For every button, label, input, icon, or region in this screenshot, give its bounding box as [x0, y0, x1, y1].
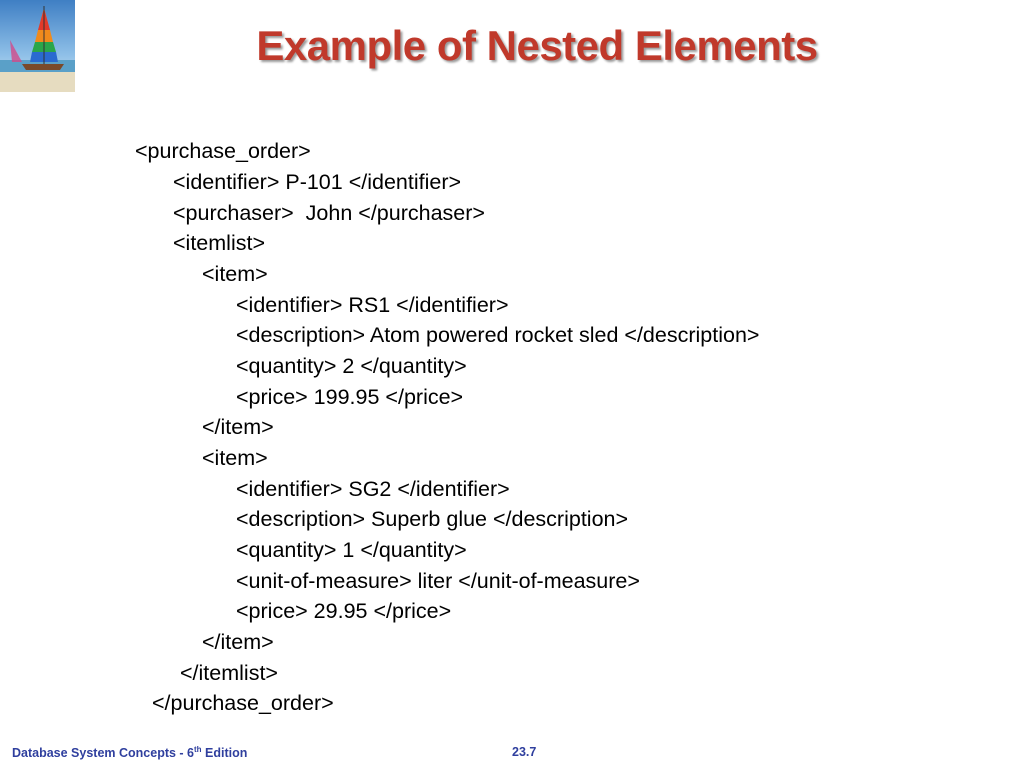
code-line: <item>: [202, 262, 268, 286]
code-line: <identifier> P-101 </identifier>: [173, 170, 462, 194]
slide-title: Example of Nested Elements: [256, 22, 818, 69]
footer-book-suffix: Edition: [201, 746, 248, 761]
footer-book-prefix: Database System Concepts - 6: [12, 746, 195, 761]
code-line: <unit-of-measure> liter </unit-of-measure>: [236, 569, 640, 593]
code-line: <price> 199.95 </price>: [236, 385, 464, 409]
code-line: <identifier> RS1 </identifier>: [236, 293, 509, 317]
code-line: <item>: [202, 446, 268, 470]
footer-page-number: 23.7: [512, 745, 537, 759]
footer-book-sup: th: [194, 745, 202, 754]
code-line: <itemlist>: [173, 231, 266, 255]
code-line: <purchaser> John </purchaser>: [173, 201, 485, 225]
code-line: <purchase_order>: [135, 139, 311, 163]
code-line: <quantity> 2 </quantity>: [236, 354, 467, 378]
footer-book-title: [12, 745, 247, 760]
code-line: </purchase_order>: [152, 691, 334, 715]
code-line: <price> 29.95 </price>: [236, 599, 452, 623]
code-line: <description> Atom powered rocket sled </description>: [236, 323, 760, 347]
code-line: <description> Superb glue </description>: [236, 507, 629, 531]
code-line: <quantity> 1 </quantity>: [236, 538, 467, 562]
code-line: </itemlist>: [180, 661, 278, 685]
code-line: <identifier> SG2 </identifier>: [236, 477, 510, 501]
code-line: </item>: [202, 415, 274, 439]
code-line: </item>: [202, 630, 274, 654]
